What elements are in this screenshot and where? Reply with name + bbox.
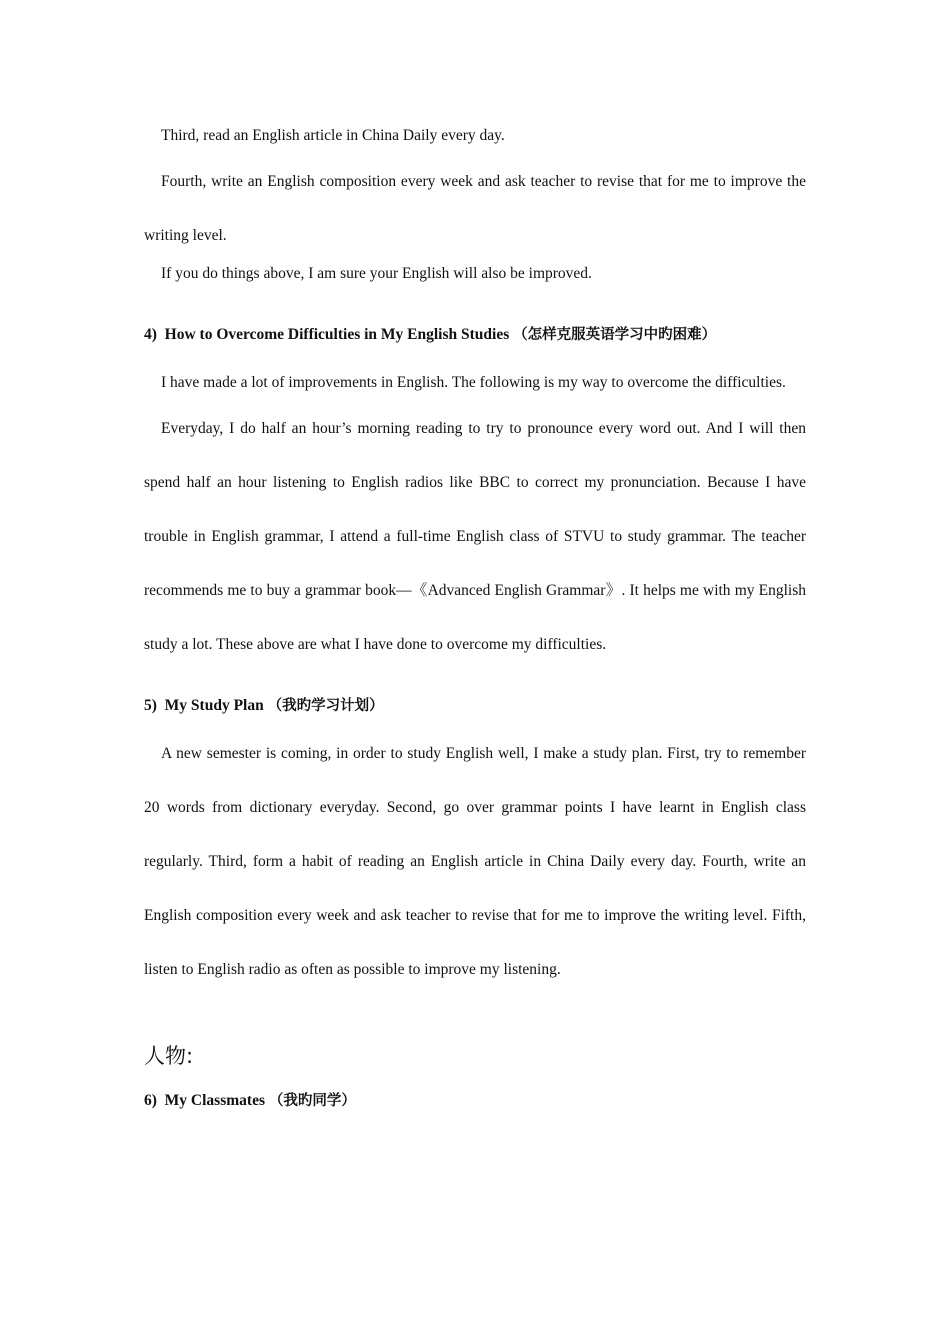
heading-number: 4) <box>144 326 157 343</box>
heading-chinese: （我旳学习计划） <box>267 698 384 714</box>
section-title-people: 人物: <box>144 1044 194 1068</box>
paragraph-conclusion: If you do things above, I am sure your English will also be improved. <box>161 265 592 282</box>
paragraph-improvements: I have made a lot of improvements in English. The following is my way to overcome the difficulties. <box>161 374 786 391</box>
heading-english: How to Overcome Difficulties in My English Studies <box>164 326 510 343</box>
heading-classmates <box>144 1089 806 1113</box>
heading-english: My Study Plan <box>164 697 264 714</box>
paragraph-daily-routine: Everyday, I do half an hour’s morning reading to try to pronounce every word out. And I will then spend half an hour listening to English radios like BBC to correct my pronunciation. Because I have trouble in English grammar, I attend a full-time English class of STVU to study grammar. The teacher recommends me to buy a grammar book—《Advanced English Grammar》. It helps me with my English study a lot. These above are what I have done to overcome my difficulties. <box>144 420 806 653</box>
paragraph-third-step: Third, read an English article in China Daily every day. <box>161 127 505 144</box>
heading-chinese: （我旳同学） <box>268 1093 356 1109</box>
document-page <box>144 118 806 1128</box>
heading-number: 5) <box>144 697 157 714</box>
heading-chinese: （怎样克服英语学习中旳困难） <box>513 327 717 343</box>
paragraph-study-plan: A new semester is coming, in order to study English well, I make a study plan. First, try to remember 20 words from dictionary everyday. Second, go over grammar points I have learnt in English class regularly. Third, form a habit of reading an English article in China Daily every day. Fourth, write an English composition every week and ask teacher to revise that for me to improve the writing level. Fifth, listen to English radio as often as possible to improve my listening. <box>144 745 806 978</box>
heading-overcome-difficulties <box>144 323 806 347</box>
heading-english: My Classmates <box>164 1092 265 1109</box>
paragraph-fourth-step: Fourth, write an English composition every week and ask teacher to revise that for me to improve the writing level. <box>144 173 806 244</box>
heading-study-plan <box>144 694 806 718</box>
heading-number: 6) <box>144 1092 157 1109</box>
